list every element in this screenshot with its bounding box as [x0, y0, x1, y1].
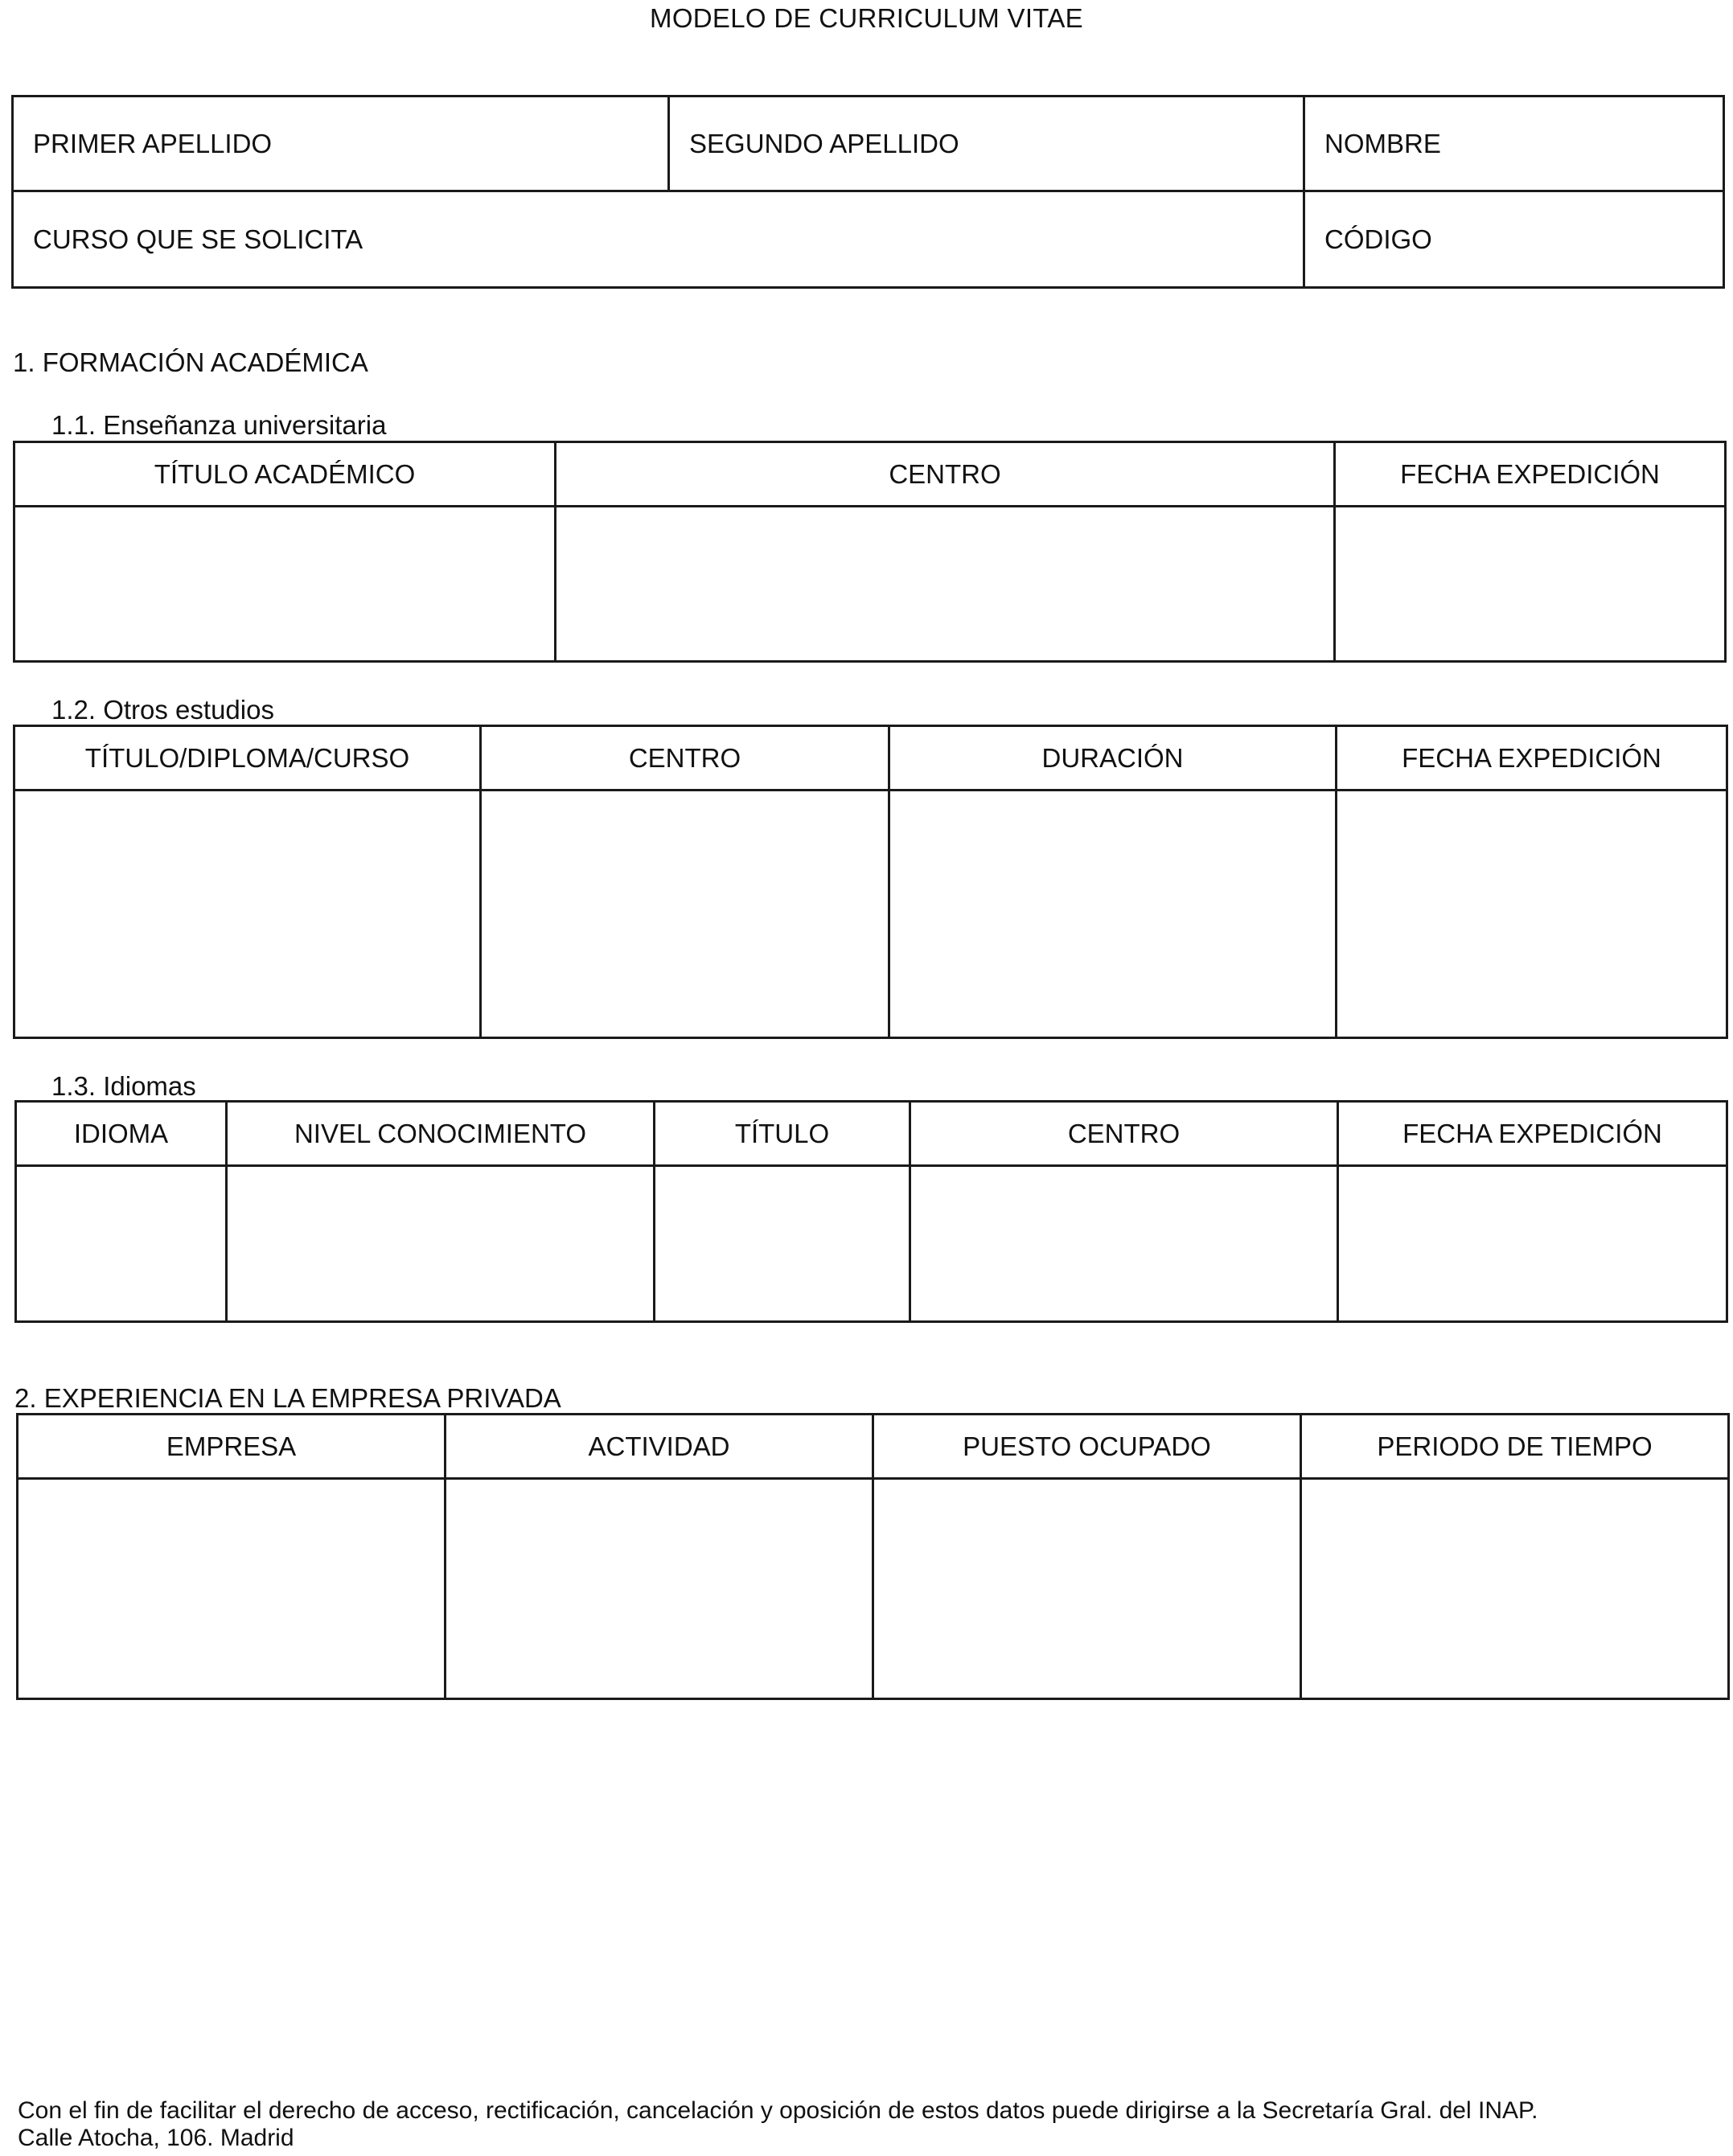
- titulo-cell[interactable]: [655, 1166, 910, 1322]
- otros-estudios-table: [13, 725, 1728, 1039]
- footer-line-2: Calle Atocha, 106. Madrid: [18, 2125, 294, 2151]
- column-header: ACTIVIDAD: [446, 1415, 873, 1479]
- column-header: TÍTULO: [655, 1102, 910, 1166]
- column-header: IDIOMA: [16, 1102, 227, 1166]
- column-header: CENTRO: [910, 1102, 1338, 1166]
- identification-table: [11, 95, 1725, 289]
- column-header: NIVEL CONOCIMIENTO: [227, 1102, 655, 1166]
- titulo-diploma-cell[interactable]: [14, 791, 481, 1038]
- page-title: MODELO DE CURRICULUM VITAE: [650, 3, 1083, 33]
- periodo-tiempo-cell[interactable]: [1301, 1479, 1729, 1699]
- empresa-cell[interactable]: [18, 1479, 446, 1699]
- experiencia-table: [16, 1413, 1730, 1700]
- footer-line-1: Con el fin de facilitar el derecho de acceso, rectificación, cancelación y oposición de estos datos puede dirigirse a la Secretaría Gral. del INAP.: [18, 2097, 1538, 2124]
- column-header: CENTRO: [481, 726, 889, 791]
- fecha-expedicion-cell[interactable]: [1338, 1166, 1727, 1322]
- column-header: PERIODO DE TIEMPO: [1301, 1415, 1729, 1479]
- section1-3-title: 1.3. Idiomas: [51, 1071, 196, 1101]
- nivel-conocimiento-cell[interactable]: [227, 1166, 655, 1322]
- titulo-academico-cell[interactable]: [14, 507, 556, 662]
- actividad-cell[interactable]: [446, 1479, 873, 1699]
- primer-apellido-field[interactable]: PRIMER APELLIDO: [13, 97, 669, 191]
- column-header: EMPRESA: [18, 1415, 446, 1479]
- column-header: TÍTULO ACADÉMICO: [14, 442, 556, 507]
- centro-cell[interactable]: [556, 507, 1335, 662]
- fecha-expedicion-cell[interactable]: [1335, 507, 1726, 662]
- column-header: FECHA EXPEDICIÓN: [1335, 442, 1726, 507]
- centro-cell[interactable]: [910, 1166, 1338, 1322]
- duracion-cell[interactable]: [889, 791, 1337, 1038]
- section2-title: 2. EXPERIENCIA EN LA EMPRESA PRIVADA: [14, 1383, 561, 1413]
- section1-2-title: 1.2. Otros estudios: [51, 695, 274, 725]
- codigo-field[interactable]: CÓDIGO: [1304, 191, 1724, 288]
- section1-1-title: 1.1. Enseñanza universitaria: [51, 410, 387, 440]
- segundo-apellido-field[interactable]: SEGUNDO APELLIDO: [669, 97, 1304, 191]
- footer-note: [18, 2097, 1538, 2152]
- idiomas-table: [14, 1100, 1728, 1323]
- column-header: DURACIÓN: [889, 726, 1337, 791]
- column-header: TÍTULO/DIPLOMA/CURSO: [14, 726, 481, 791]
- ensenanza-universitaria-table: [13, 441, 1727, 663]
- column-header: CENTRO: [556, 442, 1335, 507]
- column-header: FECHA EXPEDICIÓN: [1337, 726, 1727, 791]
- fecha-expedicion-cell[interactable]: [1337, 791, 1727, 1038]
- curso-field[interactable]: CURSO QUE SE SOLICITA: [13, 191, 1304, 288]
- centro-cell[interactable]: [481, 791, 889, 1038]
- section1-title: 1. FORMACIÓN ACADÉMICA: [13, 347, 368, 377]
- idioma-cell[interactable]: [16, 1166, 227, 1322]
- column-header: PUESTO OCUPADO: [873, 1415, 1301, 1479]
- column-header: FECHA EXPEDICIÓN: [1338, 1102, 1727, 1166]
- puesto-ocupado-cell[interactable]: [873, 1479, 1301, 1699]
- nombre-field[interactable]: NOMBRE: [1304, 97, 1724, 191]
